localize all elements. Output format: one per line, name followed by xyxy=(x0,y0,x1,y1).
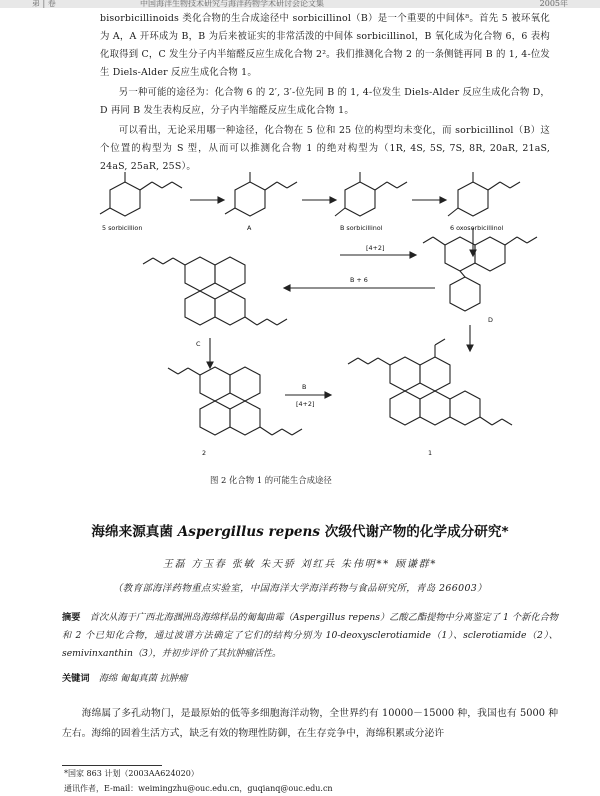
header-center: 中国海洋生物技术研究与海洋药物学术研讨会论文集 xyxy=(140,0,324,8)
species-name: Aspergillus repens xyxy=(177,524,321,540)
biosynthesis-scheme xyxy=(90,170,550,475)
keywords-label: 关键词 xyxy=(62,673,90,684)
structure-2 xyxy=(168,367,302,435)
keywords-text: 海绵 匍匐真菌 抗肿瘤 xyxy=(98,673,188,684)
header-right: 2005年 xyxy=(539,0,568,8)
header-left: 弟 | 卷 xyxy=(32,0,56,8)
label-6: 6 oxosorbicillinol xyxy=(450,224,504,232)
label-4plus2: [4+2] xyxy=(366,244,385,252)
abstract-text: 首次从海于广西北海涠洲岛海绵样品的匍匐曲霉（Aspergillus repens）乙酸乙酯提物中分离鉴定了 1 个新化合物和 2 个已知化合物，通过波谱方法确定了它们的结构分别为 10-deoxysclerotiamide（1）、sclerotiamide（2）、semivinxanthin（3），并初步评价了其抗肿瘤活性。 xyxy=(62,612,558,659)
abstract-label: 摘要 xyxy=(62,612,81,623)
structure-5 xyxy=(100,172,182,216)
abstract xyxy=(62,609,558,663)
structure-6 xyxy=(448,172,520,216)
label-5: 5 sorbicillion xyxy=(102,224,143,232)
intro-paragraph: 海绵属了多孔动物门，是最原始的低等多细胞海洋动物，全世界约有 10000－15000 种，我国也有 5000 种左右。海绵的固着生活方式，缺乏有效的物理性防御，在生存竞争中，海绵积累或分泌许 xyxy=(62,708,558,739)
label-B-plus-6: B + 6 xyxy=(350,276,368,284)
label-arrow-4plus2: [4+2] xyxy=(296,400,315,408)
structure-1 xyxy=(348,339,512,425)
article-title: 海绵来源真菌 Aspergillus repens 次级代谢产物的化学成分研究* xyxy=(91,524,509,540)
keywords xyxy=(62,670,187,684)
footnote-contact: 通讯作者，E-mail：weimingzhu@ouc.edu.cn，guqianq@ouc.edu.cn xyxy=(64,784,333,793)
affiliation: （教育部海洋药物重点实验室，中国海洋大学海洋药物与食品研究所，青岛 266003） xyxy=(113,583,487,594)
authors: 王磊 方玉春 张敏 朱天骄 刘红兵 朱伟明** 顾谦群* xyxy=(162,559,438,570)
label-C: C xyxy=(196,340,201,348)
label-1: 1 xyxy=(428,449,433,457)
structure-B xyxy=(335,172,407,216)
label-A: A xyxy=(247,224,252,232)
label-D: D xyxy=(488,316,493,324)
structure-D xyxy=(423,237,537,311)
footnote-fund: *国家 863 计划（2003AA624020） xyxy=(64,769,199,778)
paragraph-2: 另一种可能的途径为：化合物 6 的 2′, 3′-位先同 B 的 1, 4-位发生 Diels-Alder 反应生成化合物 D，D 再同 B 发生表构反应，分子内半缩醛反应生成化合物 1。 xyxy=(100,87,550,116)
structure-A xyxy=(225,172,297,216)
footnote-rule xyxy=(62,765,162,766)
label-B: B sorbicillinol xyxy=(340,224,383,232)
paragraph-3: 可以看出，无论采用哪一种途径，化合物在 5 位和 25 位的构型均未变化，而 sorbicillinol（B）这个位置的构型为 S 型，从而可以推测化合物 1 的绝对构型为（1R, 4S, 5S, 7S, 8R, 20aR, 21aS, 24aS, 25aR, 25S）。 xyxy=(100,125,550,172)
figure-caption: 图 2 化合物 1 的可能生合成途径 xyxy=(210,475,332,485)
structure-C xyxy=(143,257,287,325)
label-arrow-B: B xyxy=(302,383,307,391)
paragraph-1: bisorbicillinoids 类化合物的生合成途径中 sorbicillinol（B）是一个重要的中间体⁸。首先 5 被环氧化为 A，A 开环成为 B，B 为后来被证实的非常活泼的中间体 sorbicillinol，B 氧化成为化合物 6，6 表构化取得到 C，C 发生分子内半缩醛反应生成化合物 2²。我们推测化合物 2 的一条侧链再同 B 的 1, 4-位发生 Diels-Alder 反应生成化合物 1。 xyxy=(100,13,550,78)
label-2: 2 xyxy=(202,449,207,457)
